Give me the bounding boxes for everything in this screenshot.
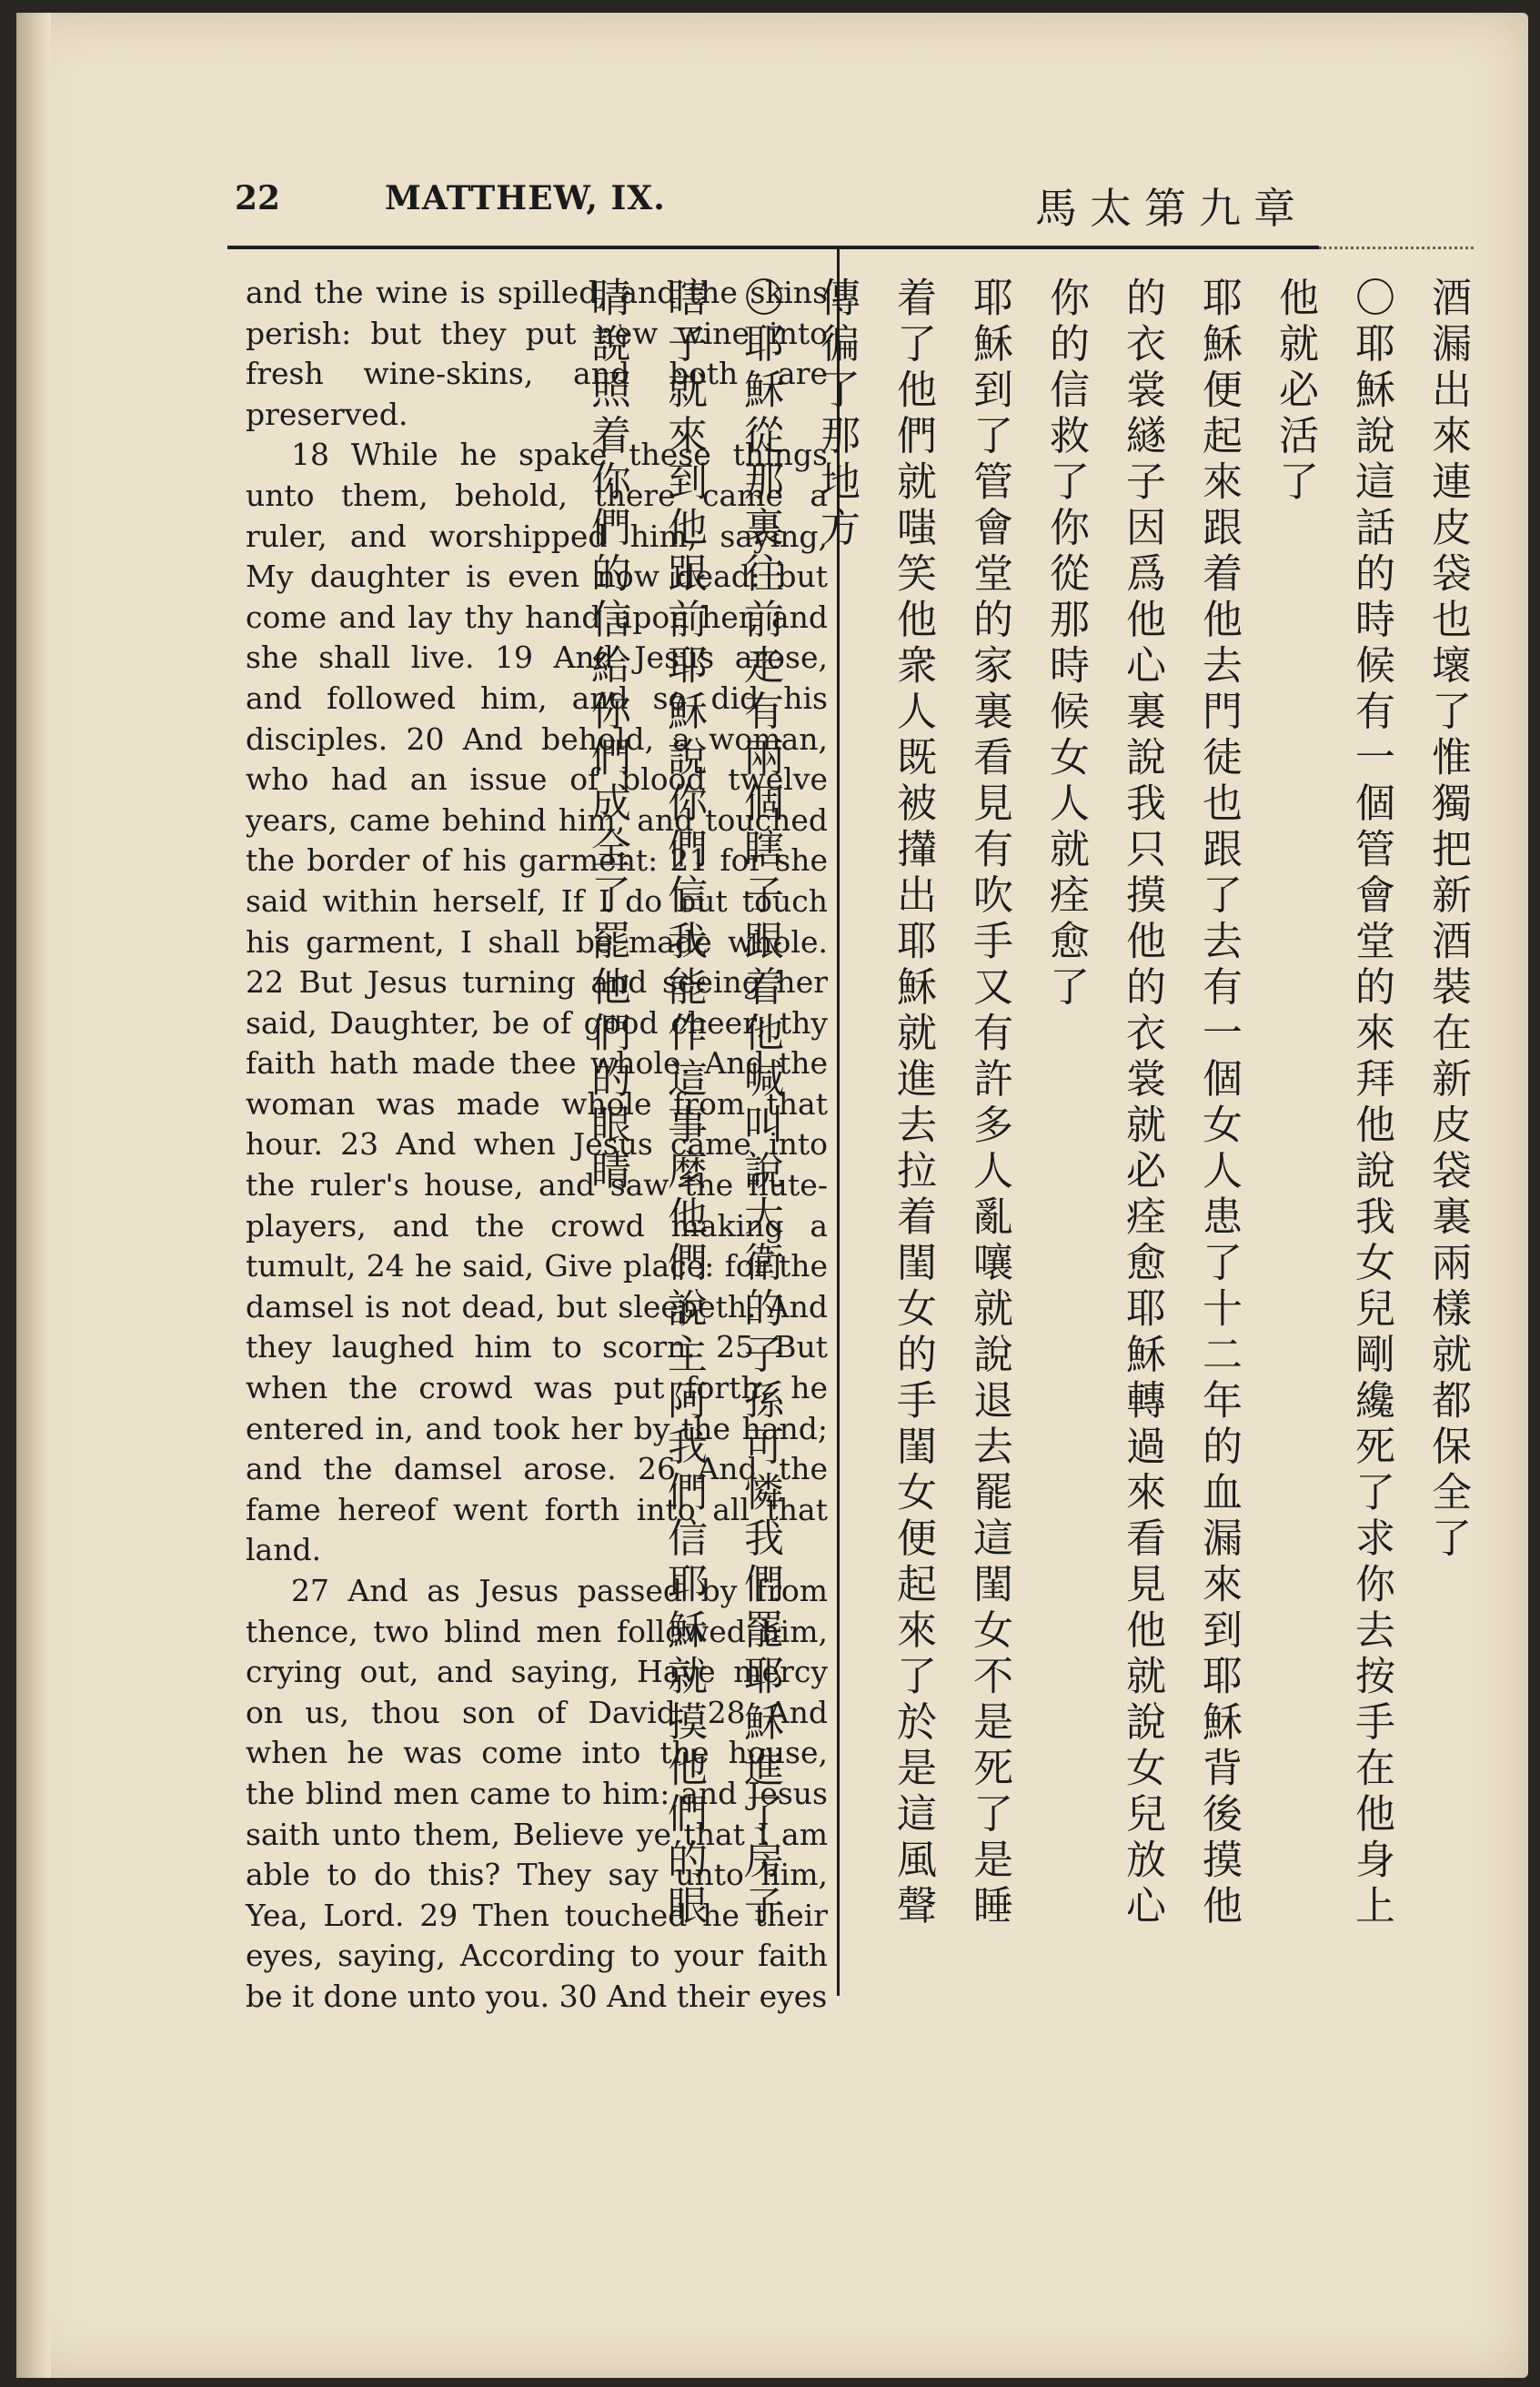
page-header bbox=[235, 172, 1308, 236]
header-rule bbox=[227, 246, 1319, 249]
chinese-line-5: 〇耶穌從那裏往前走有兩個瞎子跟着他喊叫說大衛的子孫可憐我們罷耶穌進了房子瞎子就來到他跟前耶穌說你們信我能作這事麼他們說主阿我們信耶穌就摸他們的眼睛說照着你們的信給你們成全了罷他們的眼睛 bbox=[584, 277, 783, 1930]
chinese-text-column bbox=[584, 277, 1485, 1959]
book-page bbox=[16, 13, 1528, 2378]
header-dotted-rule bbox=[1319, 247, 1474, 249]
chinese-line-3: 耶穌便起來跟着他去門徒也跟了去有一個女人患了十二年的血漏來到耶穌背後摸他的衣裳繸子因爲他心裏說我只摸他的衣裳就必痊愈耶穌轉過來看見他就說女兒放心你的信救了你從那時候女人就痊愈了 bbox=[1042, 277, 1242, 1930]
chinese-line-1: 酒漏出來連皮袋也壞了惟獨把新酒裝在新皮袋裏兩樣就都保全了 bbox=[1424, 277, 1471, 1563]
page-number: 22 bbox=[235, 179, 281, 217]
running-title-chinese: 馬太第九章 bbox=[1035, 184, 1308, 233]
book-spine bbox=[16, 13, 51, 2378]
english-paragraph-verses-27-30: 27 And as Jesus passed by from thence, two blind men followed him, crying out, and saying, Have mercy on us, thou son of David. 28 And when he was come into the house, the blind men came to him: and Jesus saith unto them, Believe ye that I am able to do this? They say unto him, Yea, Lord. 29 Then touched he their eyes, saying, According to your faith be it done unto you. 30 And their eyes bbox=[246, 1573, 828, 2014]
chinese-line-4: 耶穌到了管會堂的家裏看見有吹手又有許多人亂嚷就說退去罷這閨女不是死了是睡着了他們就嗤笑他衆人既被攆出耶穌就進去拉着閨女的手閨女便起來了於是這風聲傳徧了那地方 bbox=[813, 277, 1012, 1930]
english-paragraph-continuation: and the wine is spilled, and the skins perish: but they put new wine into fresh wine-skins, and both are preserved. bbox=[246, 275, 828, 432]
running-title: MATTHEW, IX. bbox=[385, 179, 666, 217]
english-paragraph-verses-18-26: 18 While he spake these things unto them, behold, there came a ruler, and worshipped him, saying, My daughter is even now dead: but come and lay thy hand upon her, and she shall live. 19 And Jesus arose, and followed him, and so did his disciples. 20 And behold, a woman, who had an issue of blood twelve years, came behind him, and touched the border of his garment: 21 for she said within herself, If I do but touch his garment, I shall be made whole. 22 But Jesus turning and seeing her said, Daughter, be of good cheer; thy faith hath made thee whole. And the woman was made whole from that hour. 23 And when Jesus came into the ruler's house, and saw the flute-players, and the crowd making a tumult, 24 he said, Give place: for the damsel is not dead, but sleepeth. And they laughed him to scorn. 25 But when the crowd was put forth, he entered in, and took her by the hand; and the damsel arose. 26 And the fame hereof went forth into all that land. bbox=[246, 437, 828, 1568]
chinese-line-2: 〇耶穌說這話的時候有一個管會堂的來拜他說我女兒剛纔死了求你去按手在他身上他就必活了 bbox=[1272, 277, 1394, 1930]
